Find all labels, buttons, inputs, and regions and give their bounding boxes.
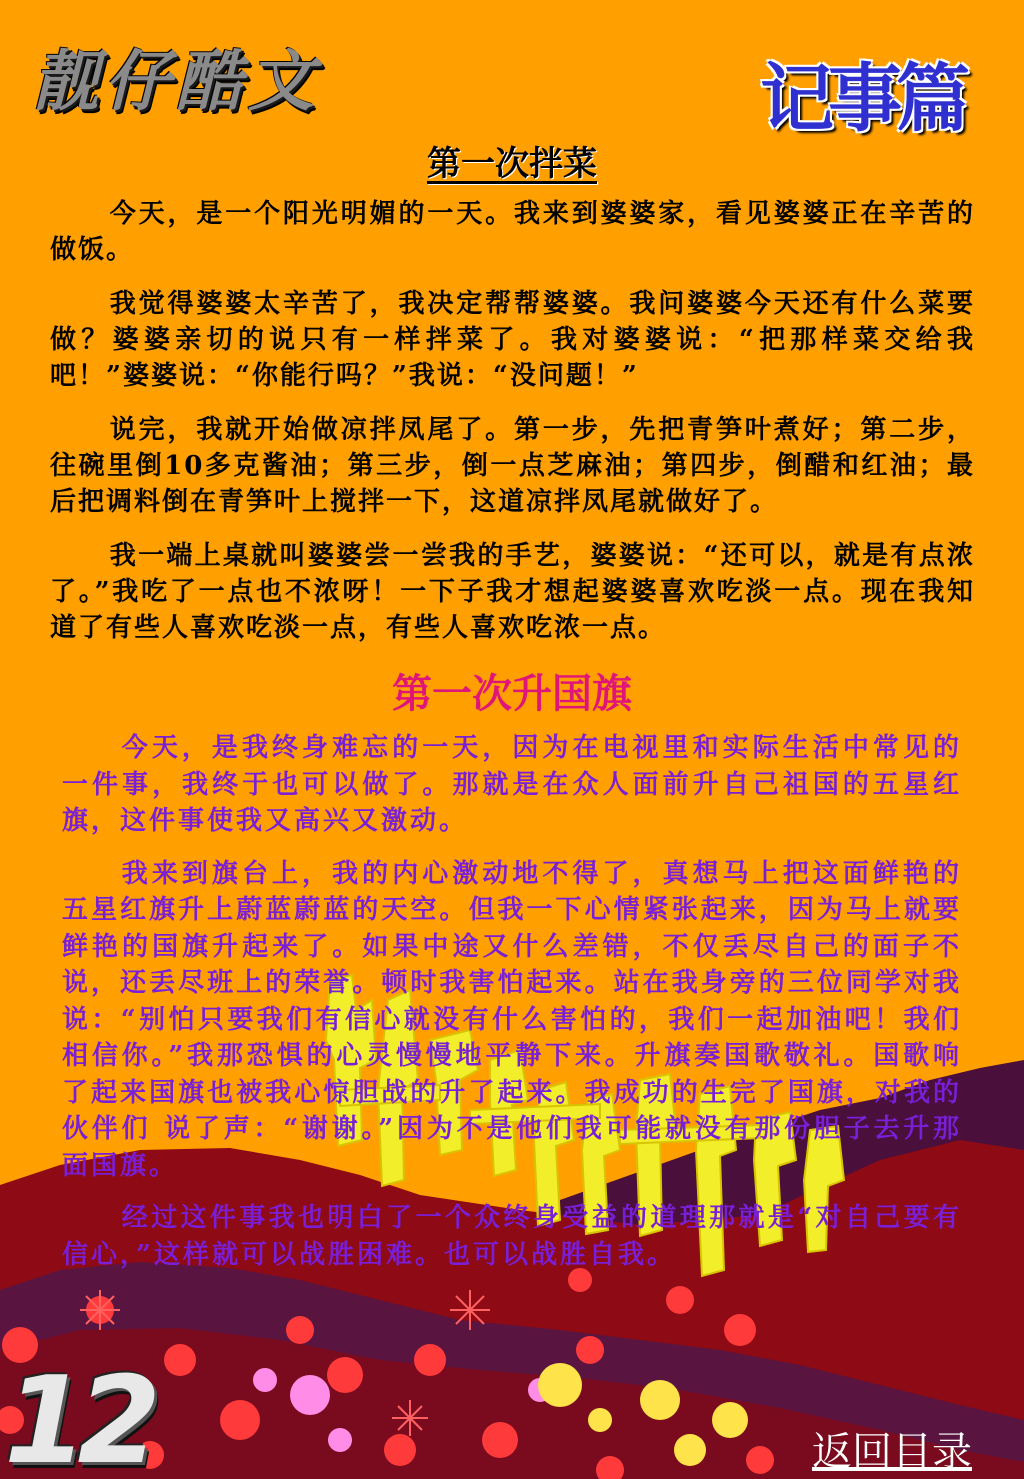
story2-paragraph: 经过这件事我也明白了一个众终身受益的道理那就是“对自己要有信心，”这样就可以战胜困难。也可以战胜自我。 <box>62 1203 962 1270</box>
story1-title <box>0 136 1024 185</box>
story1-paragraph: 我觉得婆婆太辛苦了，我决定帮帮婆婆。我问婆婆今天还有什么菜要做？婆婆亲切的说只有一样拌菜了。我对婆婆说：“把那样菜交给我吧！”婆婆说：“你能行吗？”我说：“没问题！” <box>50 289 975 391</box>
story1-paragraph: 说完，我就开始做凉拌凤尾了。第一步，先把青笋叶煮好；第二步，往碗里倒10多克酱油；第三步，倒一点芝麻油；第四步，倒醋和红油；最后把调料倒在青笋叶上搅拌一下，这道凉拌凤尾就做好了。 <box>50 415 975 517</box>
back-to-contents-link[interactable]: 返回目录 <box>812 1429 972 1475</box>
story2-body <box>62 730 962 1289</box>
brand-title: 靓仔酷文 <box>32 43 320 120</box>
story1-title-text: 第一次拌菜 <box>427 144 597 184</box>
story1-body <box>50 196 975 664</box>
story2-title: 第一次升国旗 <box>392 670 632 717</box>
story1-paragraph: 今天，是一个阳光明媚的一天。我来到婆婆家，看见婆婆正在辛苦的做饭。 <box>50 199 975 265</box>
story1-paragraph: 我一端上桌就叫婆婆尝一尝我的手艺，婆婆说：“还可以，就是有点浓了。”我吃了一点也不浓呀！一下子我才想起婆婆喜欢吃淡一点。现在我知道了有些人喜欢吃淡一点，有些人喜欢吃浓一点。 <box>50 541 975 643</box>
story2-paragraph: 我来到旗台上，我的内心激动地不得了，真想马上把这面鲜艳的五星红旗升上蔚蓝蔚蓝的天空。但我一下心情紧张起来，因为马上就要鲜艳的国旗升起来了。如果中途又什么差错，不仅丢尽自己的面子不说，还丢尽班上的荣誉。顿时我害怕起来。站在我身旁的三位同学对我说：“别怕只要我们有信心就没有什么害怕的，我们一起加油吧！我们相信你。”我那恐惧的心灵慢慢地平静下来。升旗奏国歌敬礼。国歌响了起来国旗也被我心惊胆战的升了起来。我成功的生完了国旗，对我的伙伴们 说了声：“谢谢。”因为不是他们我可能就没有那份胆子去升那面国旗。 <box>62 858 962 1181</box>
section-label: 记事篇 <box>760 56 964 142</box>
page-number: 12 <box>4 1352 151 1479</box>
story2-paragraph: 今天，是我终身难忘的一天，因为在电视里和实际生活中常见的一件事，我终于也可以做了。那就是在众人面前升自己祖国的五星红旗，这件事使我又高兴又激动。 <box>62 733 962 836</box>
